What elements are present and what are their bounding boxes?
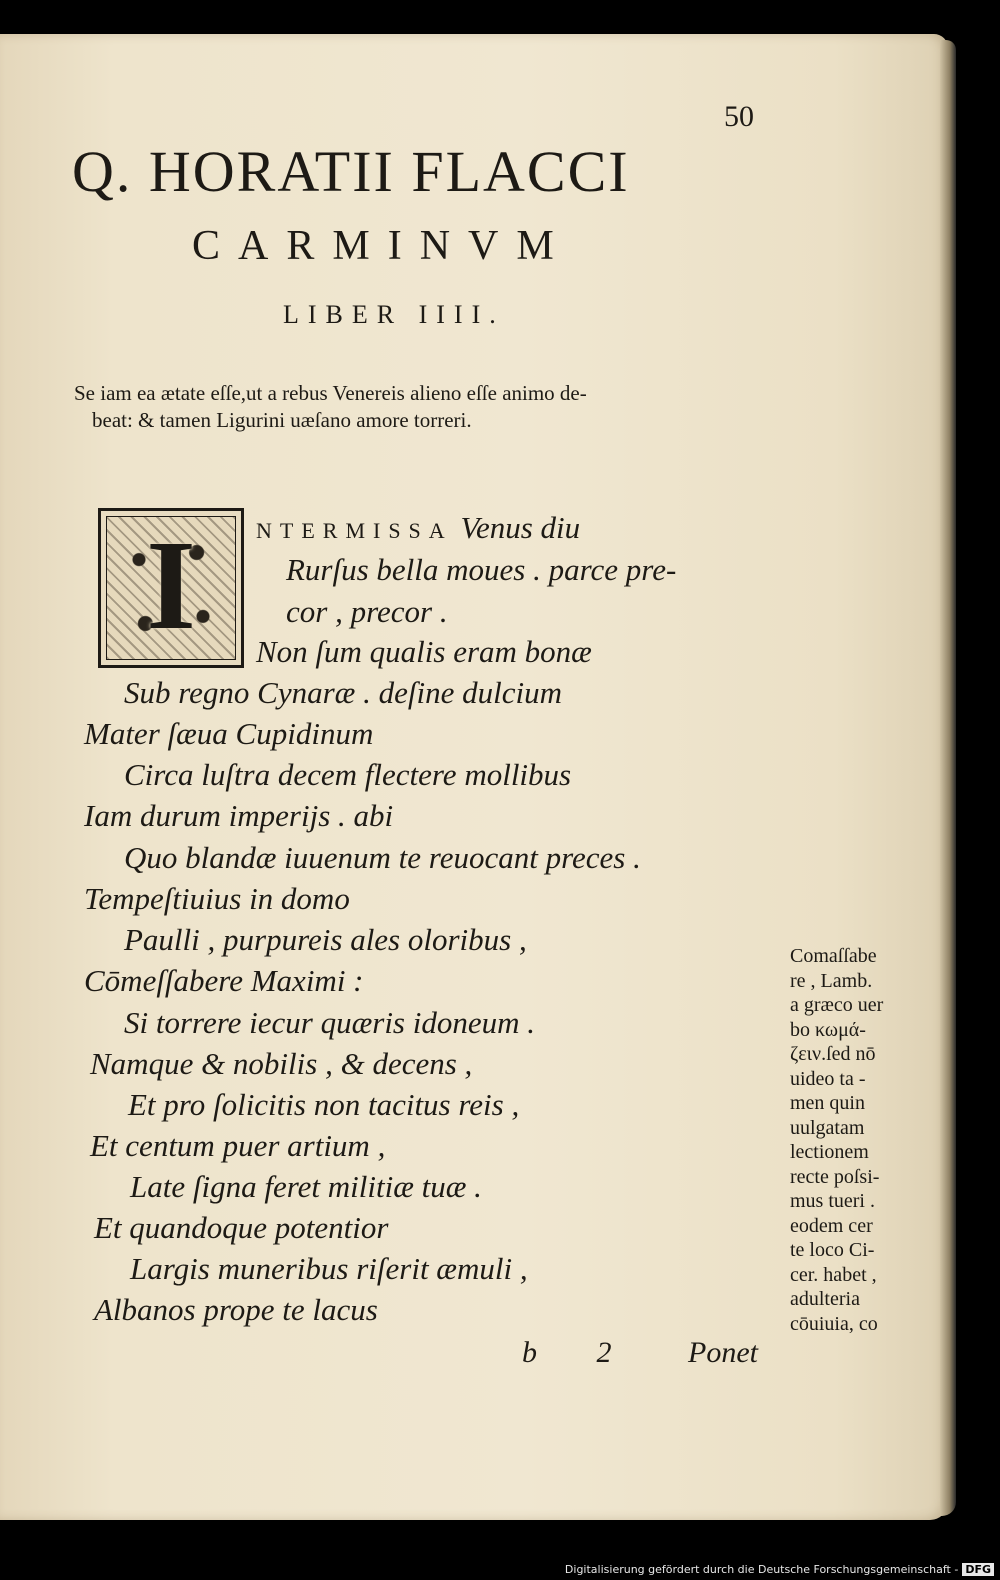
page-edge xyxy=(940,40,956,1516)
verse-line: Et centum puer artium , xyxy=(90,1128,386,1163)
verse-line: Sub regno Cynaræ . deſine dulcium xyxy=(124,675,562,710)
footer-credit xyxy=(565,1563,994,1576)
footer-text: Digitalisierung gefördert durch die Deutsche Forschungsgemeinschaft - xyxy=(564,1563,959,1576)
page-title: Q. HORATII FLACCI xyxy=(72,139,630,204)
initial-letter: I xyxy=(146,514,196,656)
note-line: ζειν.ſed nō xyxy=(790,1043,876,1065)
verse-line: Iam durum imperijs . abi xyxy=(84,798,394,833)
verse-line: Non ſum qualis eram bonæ xyxy=(256,634,592,669)
verse-line: cor , precor . xyxy=(286,594,448,629)
verse-line: Tempeſtiuius in domo xyxy=(84,881,350,916)
verse-line: Namque & nobilis , & decens , xyxy=(90,1046,473,1081)
verse-line: Circa luſtra decem flectere mollibus xyxy=(124,757,572,792)
signature-mark: b 2 xyxy=(522,1336,638,1369)
page-number: 50 xyxy=(724,100,754,133)
note-line: uideo ta - xyxy=(790,1067,866,1090)
dfg-logo-icon: DFG xyxy=(962,1563,994,1576)
note-line: eodem cer xyxy=(790,1214,873,1237)
verse-line: Mater ſæua Cupidinum xyxy=(84,716,374,751)
note-line: te loco Ci- xyxy=(790,1239,875,1261)
page-subtitle: CARMINVM xyxy=(192,223,572,269)
note-line: bo κωμά- xyxy=(790,1018,866,1041)
decorated-initial xyxy=(98,508,244,668)
verse-caps: NTERMISSA xyxy=(256,518,453,543)
note-line: cer. habet , xyxy=(790,1263,877,1286)
verse-line: Quo blandæ iuuenum te reuocant preces . xyxy=(124,840,641,875)
verse-line: Et pro ſolicitis non tacitus reis , xyxy=(128,1087,520,1122)
verse-text: Venus diu xyxy=(452,510,581,545)
note-line: lectionem xyxy=(790,1141,869,1163)
verse-line xyxy=(256,510,580,546)
verse-line: Cōmeſſabere Maximi : xyxy=(84,963,364,998)
argument-line: beat: & tamen Ligurini uæſano amore torreri. xyxy=(92,408,472,432)
argument xyxy=(74,380,764,434)
marginal-note xyxy=(790,944,930,1336)
verse-line: Paulli , purpureis ales oloribus , xyxy=(124,922,527,957)
verse-line: Et quandoque potentior xyxy=(94,1210,389,1245)
note-line: adulteria xyxy=(790,1288,860,1310)
argument-line: Se iam ea ætate eſſe,ut a rebus Venereis alieno eſſe animo de- xyxy=(74,381,587,405)
note-line: cōuiuia, co xyxy=(790,1312,878,1335)
verse-line: Largis muneribus riſerit æmuli , xyxy=(130,1251,528,1286)
note-line: uulgatam xyxy=(790,1116,865,1139)
note-line: re , Lamb. xyxy=(790,969,873,992)
verse-line: Rurſus bella moues . parce pre- xyxy=(286,552,677,587)
catchword: Ponet xyxy=(688,1336,758,1369)
verse-line: Si torrere iecur quæris idoneum . xyxy=(124,1005,536,1040)
verse-line: Albanos prope te lacus xyxy=(94,1292,378,1327)
note-line: recte poſsi- xyxy=(790,1165,880,1188)
verse-line: Late ſigna feret militiæ tuæ . xyxy=(130,1169,482,1204)
note-line: mus tueri . xyxy=(790,1190,875,1212)
book-heading: LIBER IIII. xyxy=(283,300,505,329)
note-line: Comaſſabe xyxy=(790,945,877,967)
note-line: a græco uer xyxy=(790,994,884,1016)
note-line: men quin xyxy=(790,1092,865,1114)
